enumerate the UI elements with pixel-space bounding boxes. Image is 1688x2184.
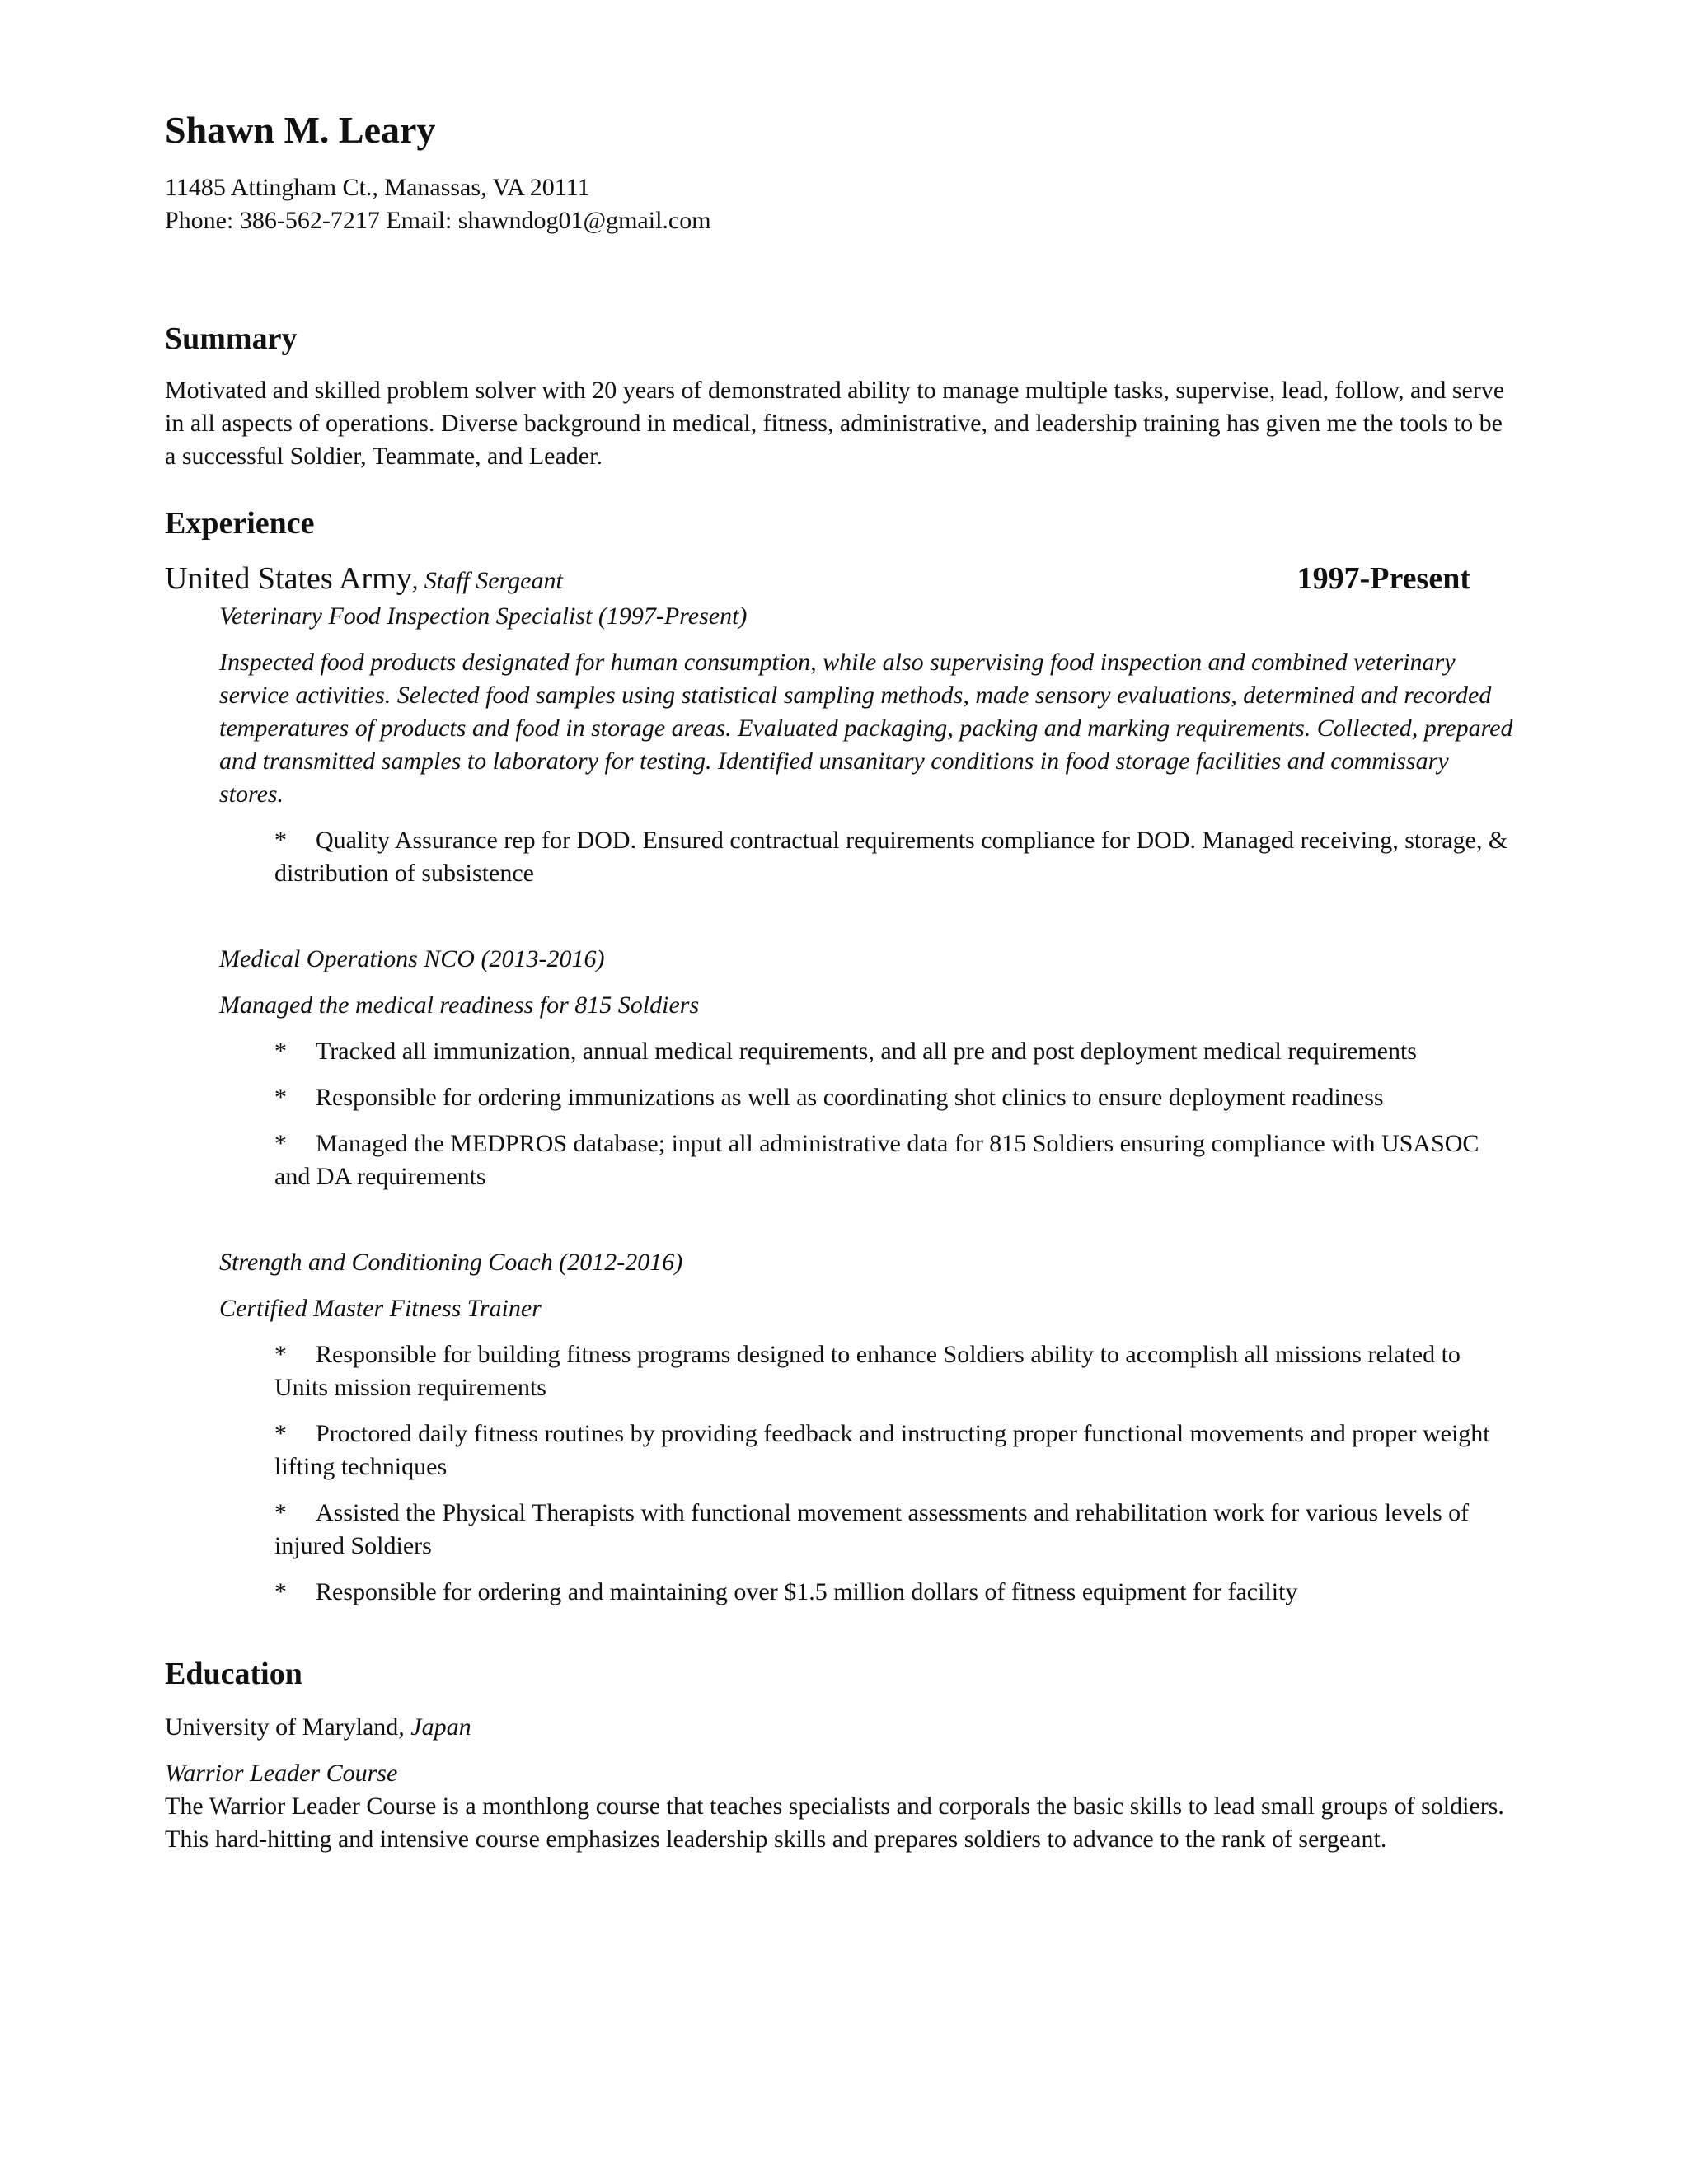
list-item [274, 1418, 1517, 1483]
address: 11485 Attingham Ct., Manassas, VA 20111 [165, 174, 590, 201]
list-item [274, 1081, 1517, 1114]
experience-section [165, 504, 1517, 1609]
list-item [274, 824, 1517, 890]
education-heading: Education [165, 1657, 302, 1691]
employer-name [165, 561, 563, 596]
bullet-text: Responsible for ordering immunizations as well as coordinating shot clinics to ensure deployment readiness [316, 1084, 1384, 1111]
list-item [274, 1497, 1517, 1563]
bullet-text: Responsible for ordering and maintaining over $1.5 million dollars of fitness equipment for facility [316, 1578, 1298, 1605]
bullet-text: Managed the MEDPROS database; input all administrative data for 815 Soldiers ensuring compliance with USASOC and DA requirements [274, 1130, 1479, 1190]
job-rank: , Staff Sergeant [411, 567, 563, 594]
role-title: Veterinary Food Inspection Specialist (1997-Present) [219, 602, 748, 630]
role-description: Inspected food products designated for human consumption, while also supervising food inspection and combined veterinary service activities. Selected food samples using statistical sampling methods, made sensory evaluations, determined and recorded temperatures of products and food in storage areas. Evaluated packaging, packing and marking requirements. Collected, prepared and transmitted samples to laboratory for testing. Identified unsanitary conditions in food storage facilities and commissary stores. [219, 649, 1513, 808]
resume-page [165, 107, 1517, 1856]
bullet-marker: * [274, 1084, 287, 1111]
candidate-name: Shawn M. Leary [165, 109, 436, 151]
school-name: University of Maryland [165, 1713, 399, 1741]
contact-block [165, 171, 1517, 237]
list-item [274, 1035, 1517, 1068]
list-item [274, 1127, 1517, 1193]
bullet-marker: * [274, 1499, 287, 1526]
bullet-marker: * [274, 1130, 287, 1157]
bullet-marker: * [274, 1420, 287, 1447]
role-title: Strength and Conditioning Coach (2012-2016) [219, 1249, 683, 1276]
bullet-marker: * [274, 1578, 287, 1605]
school-location: , Japan [398, 1713, 471, 1741]
employer-label: United States Army [165, 561, 412, 596]
role-title: Medical Operations NCO (2013-2016) [219, 945, 605, 972]
education-section [165, 1655, 1517, 1856]
role-block [165, 943, 1517, 1193]
bullet-text: Assisted the Physical Therapists with functional movement assessments and rehabilitation work for various levels of injured Soldiers [274, 1499, 1470, 1559]
phone-email: Phone: 386-562-7217 Email: shawndog01@gmail.com [165, 207, 711, 234]
list-item [274, 1338, 1517, 1404]
list-item [274, 1576, 1517, 1609]
summary-text: Motivated and skilled problem solver with 20 years of demonstrated ability to manage multiple tasks, supervise, lead, follow, and serve in all aspects of operations. Diverse background in medical, fitness, administrative, and leadership training has given me the tools to be a successful Soldier, Teammate, and Leader. [165, 377, 1505, 470]
job-header [165, 559, 1517, 598]
bullet-text: Quality Assurance rep for DOD. Ensured contractual requirements compliance for DOD. Managed receiving, storage, & distribution of subsistence [274, 827, 1508, 887]
course-description: The Warrior Leader Course is a monthlong course that teaches specialists and corporals the basic skills to lead small groups of soldiers. This hard-hitting and intensive course emphasizes leadership skills and prepares soldiers to advance to the rank of sergeant. [165, 1793, 1504, 1853]
bullet-text: Tracked all immunization, annual medical requirements, and all pre and post deployment medical requirements [316, 1038, 1417, 1065]
role-bullets [274, 1035, 1517, 1193]
bullet-marker: * [274, 1038, 287, 1065]
role-description: Managed the medical readiness for 815 Soldiers [219, 991, 700, 1019]
bullet-marker: * [274, 1341, 287, 1368]
role-block [165, 600, 1517, 890]
course-title: Warrior Leader Course [165, 1760, 398, 1787]
role-bullets [274, 1338, 1517, 1609]
bullet-text: Proctored daily fitness routines by providing feedback and instructing proper functional movements and proper weight lifting techniques [274, 1420, 1490, 1480]
job-dates: 1997-Present [1296, 561, 1470, 596]
summary-section [165, 320, 1517, 473]
role-block [165, 1246, 1517, 1609]
experience-heading: Experience [165, 506, 315, 541]
role-bullets [274, 824, 1517, 890]
role-description: Certified Master Fitness Trainer [219, 1295, 542, 1322]
bullet-marker: * [274, 827, 287, 854]
summary-heading: Summary [165, 321, 298, 356]
school-line [165, 1711, 1517, 1744]
bullet-text: Responsible for building fitness programs designed to enhance Soldiers ability to accomplish all missions related to Units mission requirements [274, 1341, 1461, 1401]
